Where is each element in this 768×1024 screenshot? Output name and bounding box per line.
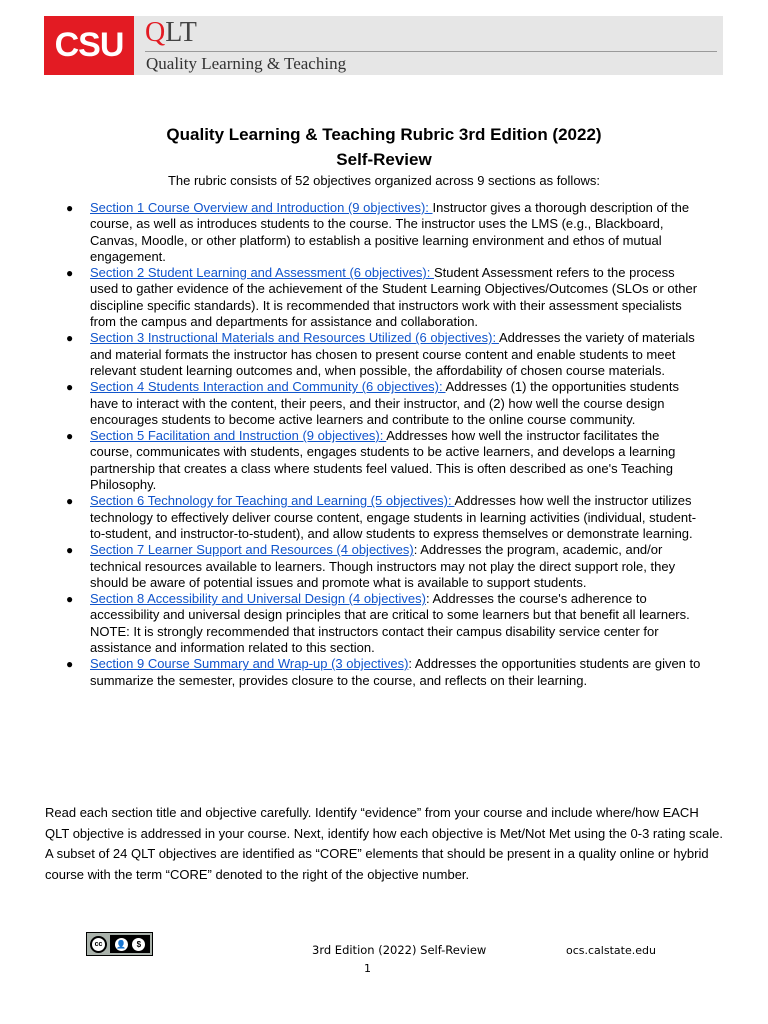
- section-list: [62, 200, 702, 689]
- section-1-link[interactable]: Section 1 Course Overview and Introduction (9 objectives):: [90, 200, 433, 215]
- section-3-link[interactable]: Section 3 Instructional Materials and Resources Utilized (6 objectives):: [90, 330, 499, 346]
- list-item: [62, 428, 702, 493]
- list-item: [62, 656, 702, 689]
- section-2-link[interactable]: Section 2 Student Learning and Assessment (6 objectives):: [90, 265, 434, 281]
- section-description: Addresses the variety of materials and material formats the instructor has chosen to present course content and enable students to meet relevant student learning outcomes and, when possible, the affordability of chosen course materials.: [90, 330, 695, 378]
- section-description: : Addresses the course's adherence to accessibility and universal design principles that are critical to some learners but that benefit all learners. NOTE: It is strongly recommended that instructors contact their campus disability service center for assistance and information related to this section.: [90, 591, 690, 656]
- section-description: Instructor gives a thorough description of the course, as well as introduces students to the course. The instructor uses the LMS (e.g., Blackboard, Canvas, Moodle, or other platform) to establish a positive learning environment and ethos of mutual engagement.: [90, 200, 690, 264]
- section-9-link[interactable]: Section 9 Course Summary and Wrap-up (3 objectives): [90, 656, 409, 672]
- page-title: Quality Learning & Teaching Rubric 3rd Edition (2022): [166, 125, 602, 144]
- qlt-logo-lt: LT: [165, 17, 197, 48]
- list-item: [62, 265, 702, 330]
- list-item: [62, 591, 702, 656]
- page-number: 1: [364, 962, 371, 975]
- page-subtitle: Self-Review: [336, 150, 432, 169]
- section-6-link[interactable]: Section 6 Technology for Teaching and Learning (5 objectives):: [90, 493, 455, 509]
- section-5-link[interactable]: Section 5 Facilitation and Instruction (9 objectives):: [90, 428, 387, 444]
- nc-icon: $: [132, 938, 145, 951]
- instructions-paragraph: Read each section title and objective carefully. Identify “evidence” from your course and include where/how EACH QLT objective is addressed in your course. Next, identify how each objective is Met/Not Met using the 0-3 rating scale. A subset of 24 QLT objectives are identified as “CORE” elements that should be present in a quality online or hybrid course with the term “CORE” denoted to the right of the objective number.: [45, 805, 724, 882]
- cc-icon: cc: [90, 936, 107, 953]
- section-description: Addresses (1) the opportunities students have to interact with the content, their peers, and their instructor, and (2) how well the course design encourages students to become active learners and contribute to the online course community.: [90, 379, 679, 427]
- bullet-icon: ●: [66, 331, 74, 346]
- section-description: : Addresses the opportunities students are given to summarize the semester, provides closure to the course, and reflects on their learning.: [90, 656, 701, 688]
- section-7-link[interactable]: Section 7 Learner Support and Resources (4 objectives): [90, 542, 414, 558]
- footer-edition: 3rd Edition (2022) Self-Review: [312, 943, 487, 957]
- section-description: Student Assessment refers to the process used to gather evidence of the achievement of the Student Learning Objectives/Outcomes (SLOs or other discipline specific standards). It is recommended that instructors work with their assessment specialists from the campus and departments for assistance and collaboration.: [90, 265, 698, 330]
- section-8-link[interactable]: Section 8 Accessibility and Universal Design (4 objectives): [90, 591, 426, 607]
- qlt-logo-q: Q: [145, 17, 166, 48]
- list-item: [62, 330, 702, 379]
- bullet-icon: ●: [66, 543, 74, 558]
- bullet-icon: ●: [66, 494, 74, 509]
- intro-text: The rubric consists of 52 objectives organized across 9 sections as follows:: [167, 173, 601, 188]
- section-description: : Addresses the program, academic, and/or technical resources available to learners. Though instructors may not play the direct support role, they should be aware of potential issues and promote what is available to support students.: [90, 542, 676, 590]
- by-icon: 👤: [116, 939, 127, 949]
- list-item: [62, 379, 702, 428]
- section-4-link[interactable]: Section 4 Students Interaction and Community (6 objectives):: [90, 379, 446, 395]
- list-item: [62, 200, 702, 265]
- list-item: [62, 493, 702, 542]
- cc-by-nc-icon: [86, 932, 153, 956]
- bullet-icon: ●: [66, 380, 74, 395]
- section-description: Addresses how well the instructor utilizes technology to effectively deliver course content, engage students in learning activities (individual, student-to-student, and instructor-to-student), and allow students to express themselves or demonstrate learning.: [90, 493, 697, 541]
- csu-logo: CSU: [44, 16, 134, 75]
- license-strip: [110, 935, 150, 953]
- bullet-icon: ●: [66, 592, 74, 607]
- qlt-logo: [145, 17, 197, 49]
- bullet-icon: ●: [66, 657, 74, 672]
- bullet-icon: ●: [66, 429, 74, 444]
- header-divider: [145, 51, 717, 52]
- list-item: [62, 542, 702, 591]
- bullet-icon: ●: [66, 266, 74, 281]
- footer-url: ocs.calstate.edu: [566, 944, 656, 957]
- section-description: Addresses how well the instructor facilitates the course, communicates with students, engages students to be active learners, and develops a learning partnership that creates a class where students feel valued. This is often described as one's Teaching Philosophy.: [90, 428, 676, 493]
- bullet-icon: ●: [66, 201, 74, 215]
- qlt-subtitle: Quality Learning & Teaching: [146, 54, 347, 73]
